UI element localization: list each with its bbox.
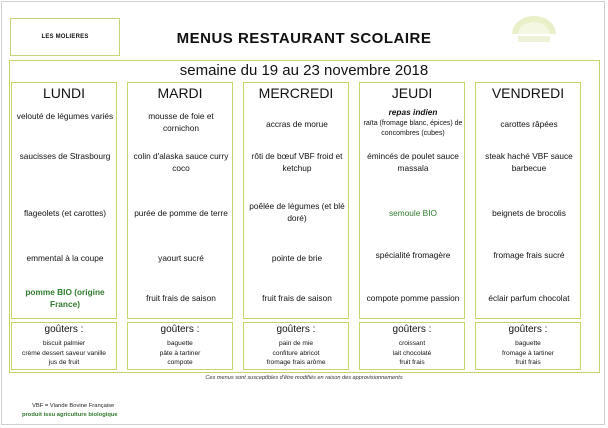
dairy: spécialité fromagère <box>375 250 451 260</box>
gouter-item: crème dessert saveur vanille <box>22 349 106 357</box>
gouter-item: pâte à tartiner <box>159 349 201 357</box>
day-column-mardi <box>127 82 233 319</box>
gouter-item: croissant <box>398 340 426 347</box>
gouter-items <box>12 339 116 368</box>
gouter-item: confiture abricot <box>272 349 320 357</box>
side-dish-bio: semoule BIO <box>389 208 437 218</box>
gouter-title: goûters : <box>276 324 316 335</box>
starter: mousse de foie et cornichon <box>148 111 214 133</box>
gouter-title: goûters : <box>160 324 200 335</box>
side-dish: flageolets (et carottes) <box>23 208 107 218</box>
dairy: fromage frais sucré <box>493 250 565 260</box>
gouter-item: biscuit palmier <box>42 340 86 347</box>
main-dish: saucisses de Strasbourg <box>19 151 111 161</box>
week-label: semaine du 19 au 23 novembre 2018 <box>179 62 429 79</box>
day-name: MERCREDI <box>258 85 334 101</box>
gouter-item: jus de fruit <box>48 359 80 366</box>
gouter-box-jeudi <box>359 322 465 370</box>
day-column-mercredi <box>243 82 349 319</box>
side-dish: poêlée de légumes (et blé doré) <box>249 201 345 223</box>
side-dish: purée de pomme de terre <box>134 208 228 218</box>
main-dish: colin d'alaska sauce curry coco <box>133 151 229 173</box>
gouter-item: fromage frais arôme <box>266 359 326 366</box>
main-dish: rôti de bœuf VBF froid et ketchup <box>251 151 343 173</box>
gouter-item: baguette <box>167 340 193 347</box>
main-dish: steak haché VBF sauce barbecue <box>485 151 573 173</box>
legend-bio: produit issu agriculture biologique <box>22 412 118 418</box>
theme-label: repas indien <box>388 107 438 117</box>
dessert: fruit frais de saison <box>146 293 216 303</box>
school-name: LES MOLIERES <box>41 34 89 40</box>
gouter-item: fromage à tartiner <box>501 349 555 357</box>
dessert: éclair parfum chocolat <box>488 293 570 303</box>
starter: raïta (fromage blanc, épices) de concombres (cubes) <box>363 120 463 137</box>
dessert: fruit frais de saison <box>262 293 332 303</box>
main-dish: émincés de poulet sauce massala <box>367 151 459 173</box>
gouter-item: fruit frais <box>399 359 425 366</box>
page-title: MENUS RESTAURANT SCOLAIRE <box>176 30 432 47</box>
day-name: LUNDI <box>42 85 85 101</box>
gouter-item: fruit frais <box>515 359 541 366</box>
gouter-item: compote <box>167 359 193 366</box>
day-name: VENDREDI <box>491 85 565 101</box>
gouter-items <box>244 339 348 368</box>
starter: velouté de légumes variés <box>16 111 114 121</box>
starter: carottes râpées <box>500 119 558 129</box>
dairy: pointe de brie <box>271 253 323 263</box>
day-column-lundi <box>11 82 117 319</box>
gouter-title: goûters : <box>44 324 84 335</box>
gouter-box-mercredi <box>243 322 349 370</box>
starter: accras de morue <box>266 119 328 129</box>
gouter-item: lait chocolaté <box>392 349 432 357</box>
dessert-bio: pomme BIO (origine France) <box>25 287 105 309</box>
day-name: MARDI <box>157 85 203 101</box>
dairy: yaourt sucré <box>158 253 204 263</box>
gouter-item: pain de mie <box>278 340 314 347</box>
gouter-items <box>476 339 580 368</box>
gouter-box-mardi <box>127 322 233 370</box>
dessert: compote pomme passion <box>366 293 460 303</box>
gouter-title: goûters : <box>392 324 432 335</box>
day-column-vendredi <box>475 82 581 319</box>
gouter-box-lundi <box>11 322 117 370</box>
dairy: emmental à la coupe <box>26 253 104 263</box>
day-name: JEUDI <box>391 85 433 101</box>
availability-notice: Ces menus sont susceptibles d'être modifiés en raison des approvisionnements <box>205 375 403 381</box>
gouter-item: baguette <box>515 340 541 347</box>
gouter-title: goûters : <box>508 324 548 335</box>
gouter-items <box>360 339 464 368</box>
legend-vbf: VBF = Viande Bovine Française <box>32 403 115 409</box>
day-column-jeudi <box>359 82 465 319</box>
side-dish: beignets de brocolis <box>492 208 566 218</box>
gouter-items <box>128 339 232 368</box>
gouter-box-vendredi <box>475 322 581 370</box>
